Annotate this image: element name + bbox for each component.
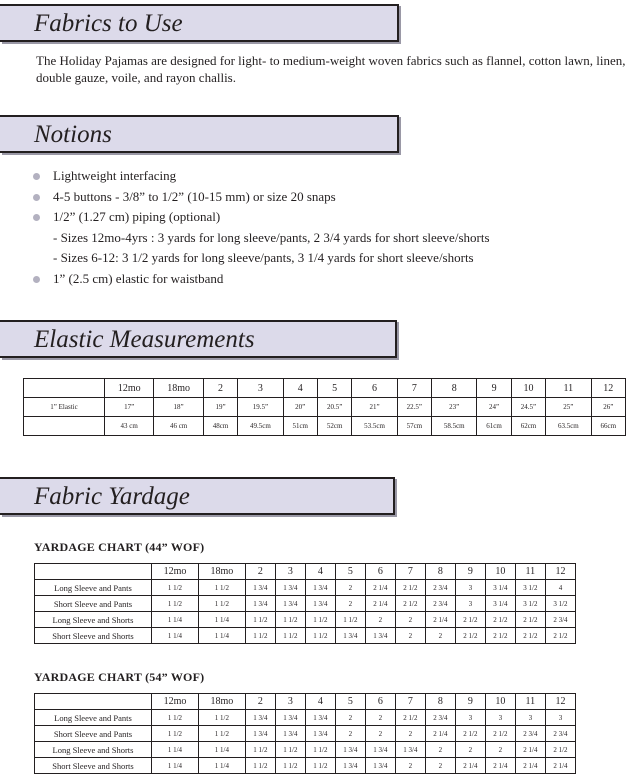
table-cell: 22.5” (397, 398, 431, 417)
section-header-notions (0, 115, 399, 153)
table-cell: 1 3/4 (335, 628, 365, 644)
size-header-cell: 10 (511, 379, 545, 398)
size-header-cell: 11 (515, 564, 545, 580)
table-cell: 3 (455, 596, 485, 612)
size-header-cell: 12mo (105, 379, 154, 398)
size-header-cell: 2 (203, 379, 237, 398)
table-cell: 1 1/2 (335, 612, 365, 628)
size-header-cell: 6 (352, 379, 397, 398)
table-header-row (35, 564, 576, 580)
table-row (24, 398, 626, 417)
section-header-elastic (0, 320, 397, 358)
table-cell: 43 cm (105, 417, 154, 436)
table-row (35, 628, 576, 644)
table-cell: 1 3/4 (365, 628, 395, 644)
list-item: Lightweight interfacing (0, 166, 490, 187)
size-header-cell: 12 (591, 379, 626, 398)
table-cell: 2 1/4 (425, 726, 455, 742)
size-header-cell: 3 (275, 694, 305, 710)
table-cell: 4 (545, 580, 575, 596)
section-header-fabrics (0, 4, 399, 42)
row-label: Long Sleeve and Pants (35, 580, 152, 596)
table-cell: 2 1/2 (485, 726, 515, 742)
table-cell: 19.5” (238, 398, 283, 417)
size-header-cell: 6 (365, 564, 395, 580)
table-cell: 1 1/2 (152, 580, 199, 596)
table-cell: 58.5cm (432, 417, 477, 436)
table-cell: 2 1/2 (395, 596, 425, 612)
table-cell: 2 3/4 (425, 710, 455, 726)
table-cell: 1 1/4 (152, 758, 199, 774)
table-cell: 57cm (397, 417, 431, 436)
row-label: Long Sleeve and Shorts (35, 742, 152, 758)
table-cell: 2 1/2 (485, 628, 515, 644)
size-header-cell: 11 (546, 379, 591, 398)
size-header-cell: 10 (485, 694, 515, 710)
table-cell: 1 1/2 (198, 580, 245, 596)
corner-cell (24, 379, 105, 398)
size-header-cell: 4 (305, 564, 335, 580)
section-header-yardage (0, 477, 395, 515)
row-label: Short Sleeve and Shorts (35, 758, 152, 774)
yardage-table-54 (34, 693, 576, 774)
table-cell: 24” (477, 398, 511, 417)
size-header-cell: 12 (545, 694, 575, 710)
size-header-cell: 9 (455, 694, 485, 710)
size-header-cell: 3 (275, 564, 305, 580)
size-header-cell: 18mo (154, 379, 203, 398)
table-cell: 2 1/4 (455, 758, 485, 774)
table-cell: 19” (203, 398, 237, 417)
size-header-cell: 6 (365, 694, 395, 710)
size-header-cell: 8 (432, 379, 477, 398)
table-cell: 52cm (317, 417, 351, 436)
table-cell: 1 1/4 (152, 628, 199, 644)
table-cell: 3 1/2 (545, 596, 575, 612)
table-cell: 2 (425, 628, 455, 644)
row-label: Short Sleeve and Pants (35, 726, 152, 742)
table-cell: 2 (395, 758, 425, 774)
table-cell: 1 3/4 (245, 596, 275, 612)
chart-title-44: YARDAGE CHART (44” WOF) (34, 540, 205, 554)
size-header-cell: 5 (335, 564, 365, 580)
table-cell: 1 3/4 (275, 580, 305, 596)
table-cell: 2 (455, 742, 485, 758)
fabrics-paragraph: The Holiday Pajamas are designed for light- to medium-weight woven fabrics such as flannel, cotton lawn, linen, double gauze, voile, and rayon challis. (36, 53, 626, 85)
list-subitem: - Sizes 6-12: 3 1/2 yards for long sleeve/pants, 3 1/4 yards for short sleeve/shorts (53, 250, 474, 265)
table-cell: 1 3/4 (275, 710, 305, 726)
table-cell: 1 1/2 (275, 758, 305, 774)
table-cell: 2 1/4 (545, 758, 575, 774)
table-cell: 63.5cm (546, 417, 591, 436)
table-cell: 2 (365, 710, 395, 726)
table-cell: 53.5cm (352, 417, 397, 436)
table-cell: 1 1/2 (305, 758, 335, 774)
table-row (35, 580, 576, 596)
table-cell: 1 1/4 (152, 612, 199, 628)
table-cell: 2 1/4 (515, 742, 545, 758)
table-cell: 1 1/2 (245, 628, 275, 644)
table-cell: 1 3/4 (305, 726, 335, 742)
table-cell: 49.5cm (238, 417, 283, 436)
size-header-cell: 8 (425, 564, 455, 580)
table-cell: 17” (105, 398, 154, 417)
table-cell: 2 1/2 (485, 612, 515, 628)
table-cell: 1 1/4 (198, 612, 245, 628)
size-header-cell: 9 (455, 564, 485, 580)
size-header-cell: 8 (425, 694, 455, 710)
table-cell: 61cm (477, 417, 511, 436)
table-cell: 25” (546, 398, 591, 417)
table-cell: 1 3/4 (245, 710, 275, 726)
size-header-cell: 7 (395, 694, 425, 710)
table-cell: 2 3/4 (425, 596, 455, 612)
bullet-icon (33, 173, 40, 180)
size-header-cell: 4 (305, 694, 335, 710)
table-cell: 21” (352, 398, 397, 417)
bullet-icon (33, 194, 40, 201)
table-cell: 18” (154, 398, 203, 417)
table-row (35, 596, 576, 612)
table-cell: 1 3/4 (365, 758, 395, 774)
table-cell: 2 3/4 (545, 612, 575, 628)
table-cell: 2 (335, 596, 365, 612)
table-cell: 66cm (591, 417, 626, 436)
list-item: 4-5 buttons - 3/8” to 1/2” (10-15 mm) or size 20 snaps (0, 187, 490, 208)
table-cell: 1 1/2 (305, 742, 335, 758)
section-title: Fabrics to Use (34, 10, 183, 37)
table-cell: 1 1/4 (198, 758, 245, 774)
size-header-cell: 5 (335, 694, 365, 710)
table-cell: 2 1/4 (425, 612, 455, 628)
section-title: Elastic Measurements (34, 326, 255, 353)
table-cell: 3 1/4 (485, 580, 515, 596)
table-cell: 2 1/4 (515, 758, 545, 774)
size-header-cell: 2 (245, 694, 275, 710)
row-label: Long Sleeve and Pants (35, 710, 152, 726)
table-cell: 1 1/2 (152, 710, 199, 726)
size-header-cell: 18mo (198, 564, 245, 580)
table-cell: 2 3/4 (425, 580, 455, 596)
size-header-cell: 2 (245, 564, 275, 580)
table-cell: 2 (335, 726, 365, 742)
table-row (35, 612, 576, 628)
table-cell: 2 1/2 (455, 726, 485, 742)
size-header-cell: 12 (545, 564, 575, 580)
table-cell: 1 3/4 (275, 726, 305, 742)
table-cell: 1 1/2 (305, 612, 335, 628)
table-cell: 3 1/2 (515, 580, 545, 596)
row-label: Short Sleeve and Pants (35, 596, 152, 612)
table-cell: 2 (485, 742, 515, 758)
table-cell: 1 3/4 (305, 580, 335, 596)
table-cell: 51cm (283, 417, 317, 436)
table-cell: 23” (432, 398, 477, 417)
row-label: Short Sleeve and Shorts (35, 628, 152, 644)
table-cell: 2 (395, 726, 425, 742)
table-cell: 2 1/4 (485, 758, 515, 774)
table-cell: 2 (425, 758, 455, 774)
table-cell: 1 3/4 (395, 742, 425, 758)
corner-cell (35, 564, 152, 580)
table-cell: 2 1/2 (515, 612, 545, 628)
table-cell: 1 1/2 (152, 596, 199, 612)
section-title: Fabric Yardage (34, 483, 190, 510)
notions-list (0, 166, 490, 289)
size-header-cell: 12mo (152, 694, 199, 710)
table-cell: 2 1/2 (395, 580, 425, 596)
table-row (35, 742, 576, 758)
size-header-cell: 7 (397, 379, 431, 398)
table-cell: 1 1/2 (152, 726, 199, 742)
table-row (24, 417, 626, 436)
table-cell: 1 3/4 (245, 726, 275, 742)
table-header-row (35, 694, 576, 710)
size-header-cell: 12mo (152, 564, 199, 580)
table-cell: 1 3/4 (365, 742, 395, 758)
row-label: 1” Elastic (24, 398, 105, 417)
table-cell: 1 1/2 (245, 758, 275, 774)
yardage-table-44 (34, 563, 576, 644)
table-cell: 3 1/2 (515, 596, 545, 612)
table-row (35, 758, 576, 774)
table-cell: 20.5” (317, 398, 351, 417)
table-cell: 1 3/4 (335, 758, 365, 774)
table-cell: 1 3/4 (335, 742, 365, 758)
table-cell: 1 1/2 (275, 628, 305, 644)
table-cell: 3 (455, 580, 485, 596)
table-cell: 1 1/4 (198, 628, 245, 644)
table-cell: 1 3/4 (305, 710, 335, 726)
table-cell: 2 (335, 710, 365, 726)
table-cell: 1 3/4 (245, 580, 275, 596)
table-cell: 1 1/2 (198, 726, 245, 742)
table-cell: 2 3/4 (515, 726, 545, 742)
table-cell: 1 1/2 (305, 628, 335, 644)
table-cell: 26” (591, 398, 626, 417)
table-cell: 1 1/4 (198, 742, 245, 758)
table-cell: 2 1/2 (545, 628, 575, 644)
table-cell: 3 (455, 710, 485, 726)
list-subitem: - Sizes 12mo-4yrs : 3 yards for long sleeve/pants, 2 3/4 yards for short sleeve/shorts (53, 229, 490, 245)
row-label: Long Sleeve and Shorts (35, 612, 152, 628)
corner-cell (35, 694, 152, 710)
bullet-icon (33, 214, 40, 221)
chart-title-54: YARDAGE CHART (54” WOF) (34, 670, 205, 684)
table-cell: 20” (283, 398, 317, 417)
table-cell: 1 1/2 (198, 596, 245, 612)
section-title: Notions (34, 121, 112, 148)
table-cell: 1 1/2 (275, 612, 305, 628)
table-cell: 2 1/2 (545, 742, 575, 758)
table-cell: 2 (395, 612, 425, 628)
list-item: 1” (2.5 cm) elastic for waistband (0, 269, 490, 290)
size-header-cell: 3 (238, 379, 283, 398)
table-cell: 2 1/4 (365, 596, 395, 612)
table-cell: 2 1/2 (455, 612, 485, 628)
table-cell: 2 (425, 742, 455, 758)
table-cell: 2 (365, 612, 395, 628)
table-row (35, 726, 576, 742)
size-header-cell: 11 (515, 694, 545, 710)
list-item: 1/2” (1.27 cm) piping (optional) (0, 207, 490, 228)
table-cell: 2 1/2 (395, 710, 425, 726)
table-row (35, 710, 576, 726)
table-cell: 2 3/4 (545, 726, 575, 742)
table-header-row (24, 379, 626, 398)
size-header-cell: 5 (317, 379, 351, 398)
size-header-cell: 18mo (198, 694, 245, 710)
table-cell: 3 1/4 (485, 596, 515, 612)
table-cell: 1 3/4 (275, 596, 305, 612)
table-cell: 2 (335, 580, 365, 596)
elastic-table (23, 378, 626, 436)
size-header-cell: 9 (477, 379, 511, 398)
table-cell: 1 1/2 (245, 612, 275, 628)
size-header-cell: 10 (485, 564, 515, 580)
table-cell: 62cm (511, 417, 545, 436)
table-cell: 1 1/2 (275, 742, 305, 758)
table-cell: 3 (485, 710, 515, 726)
table-cell: 2 1/2 (515, 628, 545, 644)
table-cell: 48cm (203, 417, 237, 436)
row-label (24, 417, 105, 436)
table-cell: 1 1/2 (245, 742, 275, 758)
table-cell: 3 (545, 710, 575, 726)
size-header-cell: 7 (395, 564, 425, 580)
table-cell: 2 1/4 (365, 580, 395, 596)
table-cell: 3 (515, 710, 545, 726)
table-cell: 1 3/4 (305, 596, 335, 612)
table-cell: 2 (365, 726, 395, 742)
table-cell: 24.5” (511, 398, 545, 417)
table-cell: 1 1/4 (152, 742, 199, 758)
table-cell: 1 1/2 (198, 710, 245, 726)
bullet-icon (33, 276, 40, 283)
table-cell: 2 (395, 628, 425, 644)
size-header-cell: 4 (283, 379, 317, 398)
table-cell: 46 cm (154, 417, 203, 436)
table-cell: 2 1/2 (455, 628, 485, 644)
